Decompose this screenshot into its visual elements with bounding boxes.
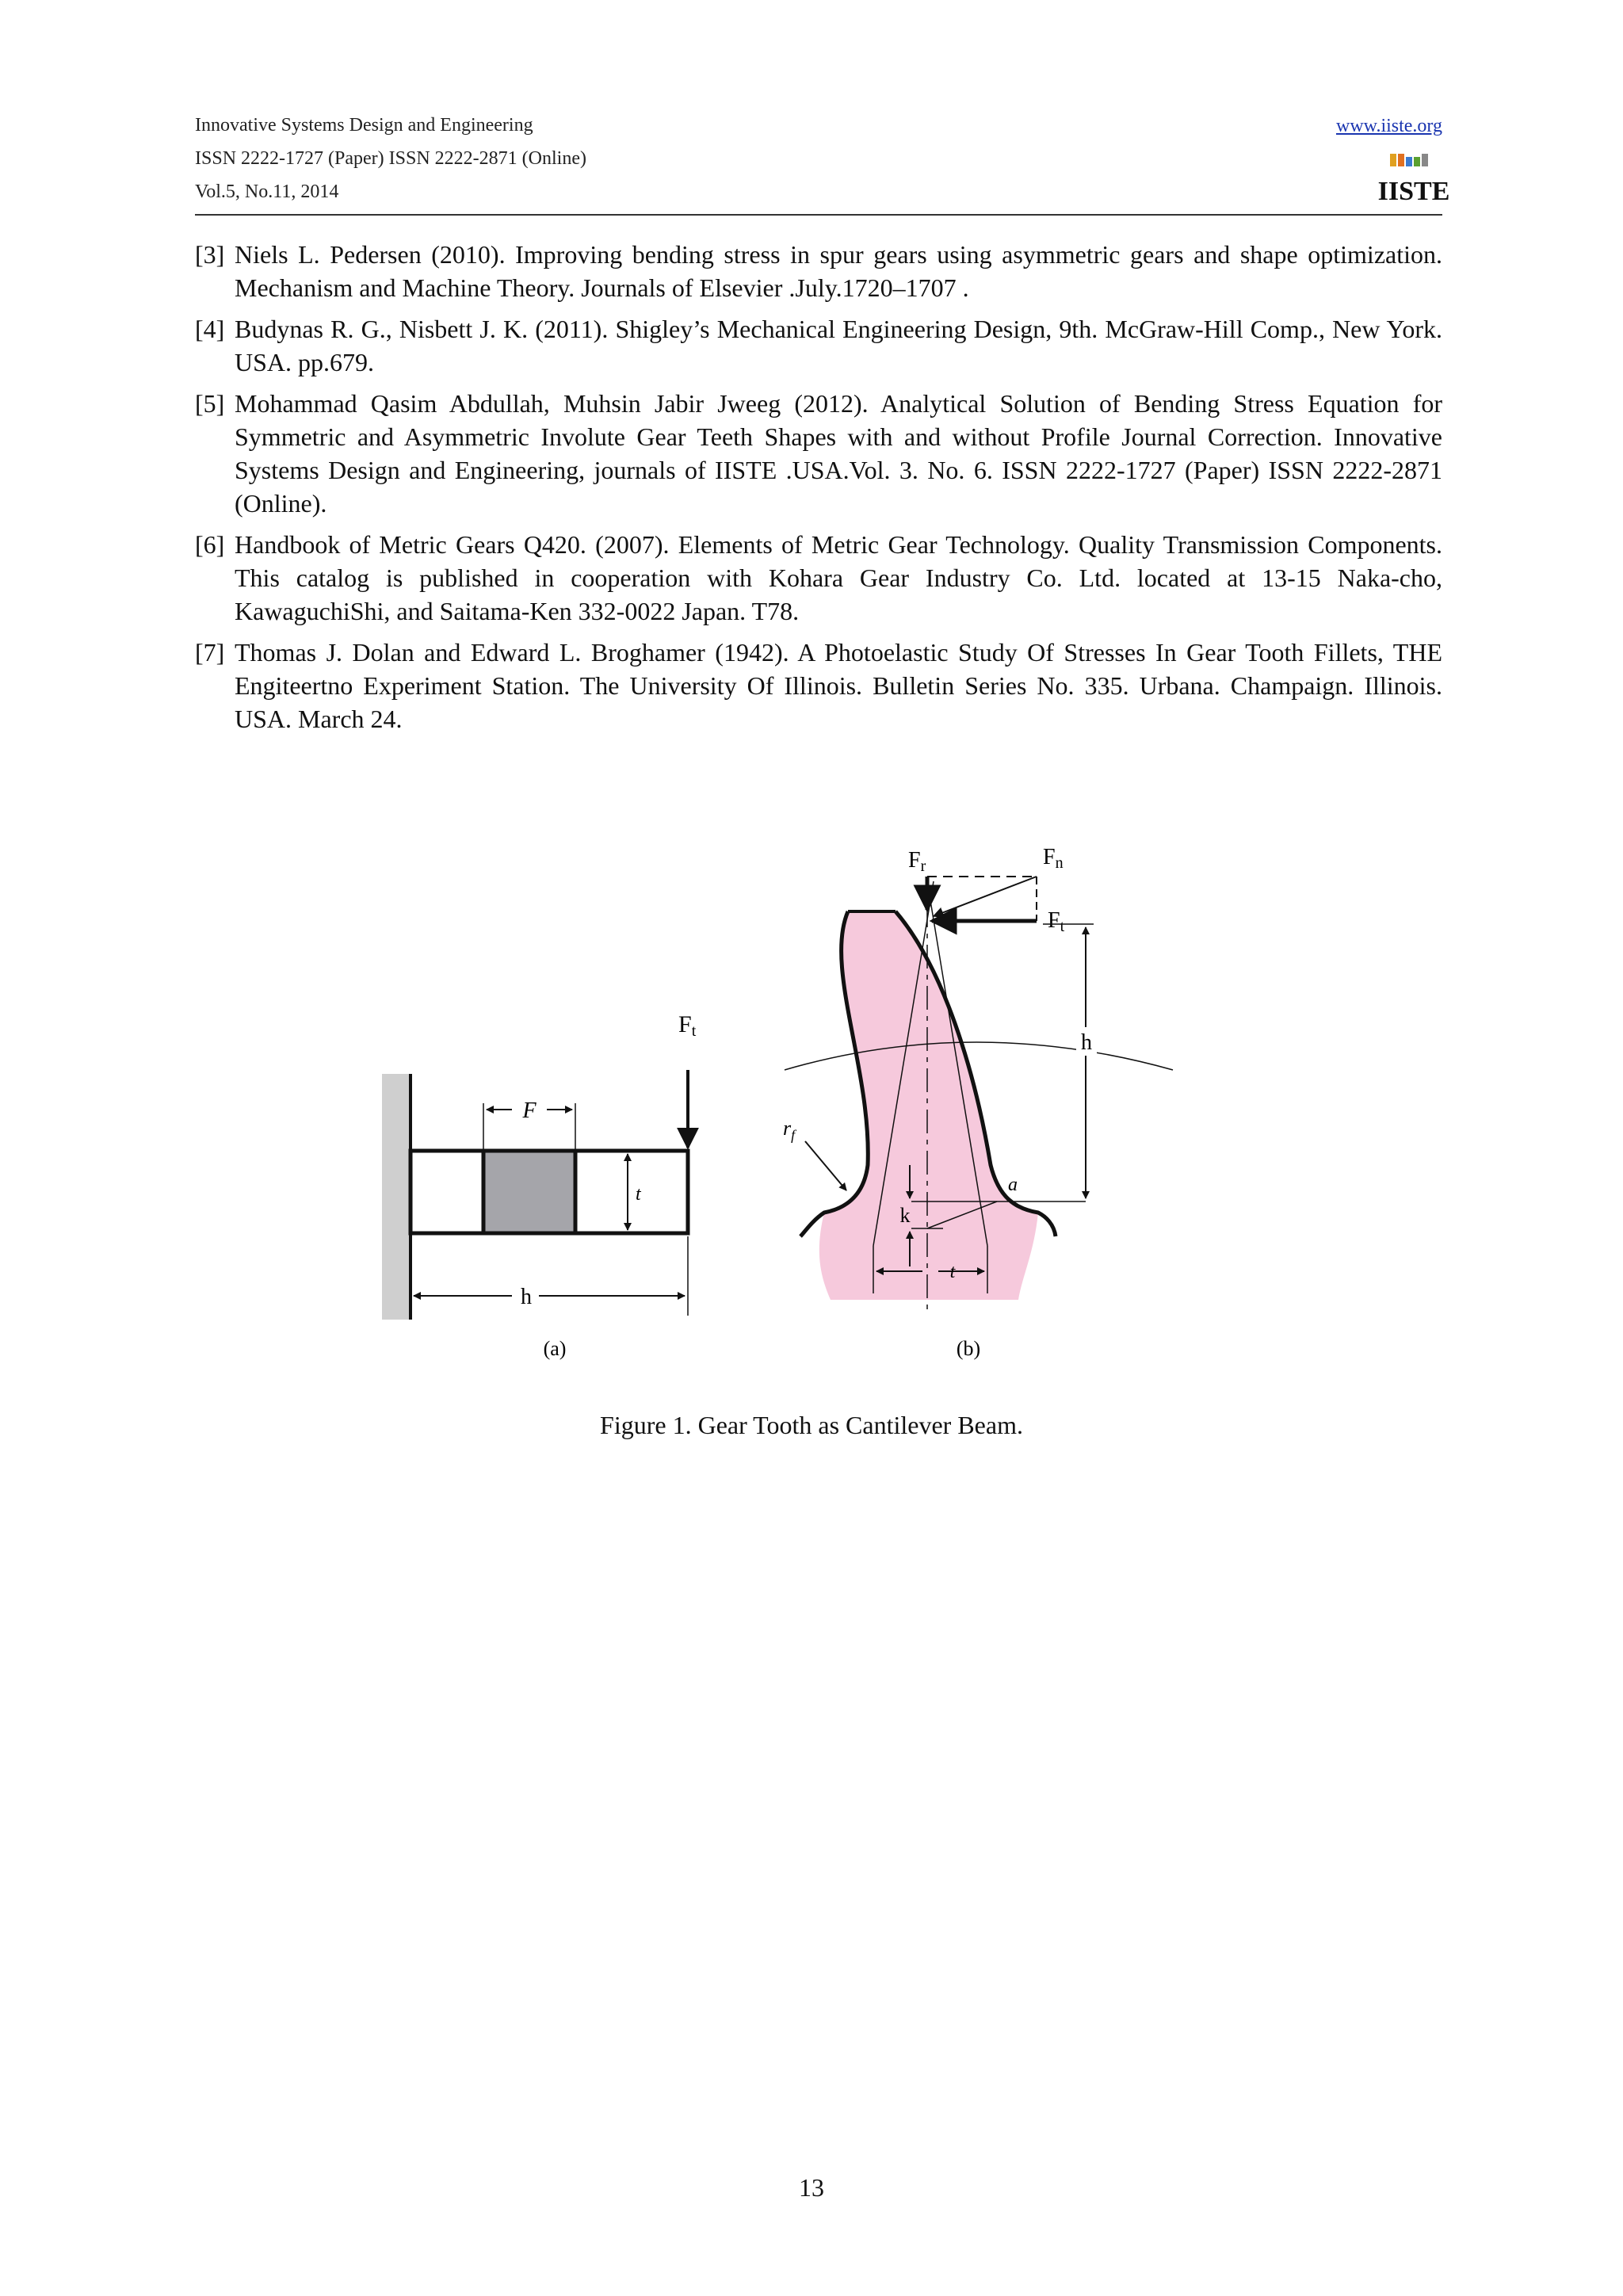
force-fn-arrow bbox=[934, 877, 1037, 916]
label-k: k bbox=[899, 1204, 911, 1227]
label-t: t bbox=[636, 1184, 641, 1205]
reference-number: [6] bbox=[195, 530, 225, 559]
reference-text: Niels L. Pedersen (2010). Improving bending stress in spur gears using asymmetric gears and shape optimization. Mechanism and Machine Theory. Journals of Elsevier .July.1720–1707 . bbox=[235, 240, 1442, 302]
label-rf: $r_f$ bbox=[783, 1117, 796, 1143]
reference-number: [3] bbox=[195, 240, 225, 269]
journal-issn: ISSN 2222-1727 (Paper) ISSN 2222-2871 (Online) bbox=[195, 148, 586, 169]
subfigure-b-label: (b) bbox=[956, 1337, 981, 1360]
reference-number: [7] bbox=[195, 638, 225, 667]
reference-item bbox=[195, 387, 1442, 520]
label-fn: Fn bbox=[1043, 845, 1064, 872]
page-number: 13 bbox=[799, 2173, 824, 2202]
label-h: h bbox=[521, 1285, 532, 1309]
label-t-b: t bbox=[949, 1262, 956, 1282]
reference-text: Thomas J. Dolan and Edward L. Broghamer (1942). A Photoelastic Study Of Stresses In Gear Tooth Fillets, THE Engiteertno Experiment Station. The University Of Illinois. Bulletin Series No. 335. Urbana. Champaign. Illinois. USA. March 24. bbox=[235, 638, 1442, 733]
rf-pointer-arrow bbox=[805, 1141, 846, 1190]
pitch-circle bbox=[785, 1042, 1173, 1070]
beam-section-block bbox=[483, 1151, 575, 1233]
reference-item bbox=[195, 636, 1442, 735]
label-f: F bbox=[522, 1098, 537, 1123]
reference-item bbox=[195, 528, 1442, 628]
figure-caption: Figure 1. Gear Tooth as Cantilever Beam. bbox=[600, 1411, 1023, 1439]
subfigure-a-label: (a) bbox=[543, 1337, 567, 1360]
gear-tooth-figure bbox=[372, 808, 1252, 1379]
reference-text: Handbook of Metric Gears Q420. (2007). Elements of Metric Gear Technology. Quality Transmission Components. This catalog is published in cooperation with Kohara Gear Industry Co. Ltd. located at 13-15 Naka-cho, KawaguchiShi, and Saitama-Ken 332-0022 Japan. T78. bbox=[235, 530, 1442, 625]
logo-text: IISTE bbox=[1377, 177, 1450, 206]
reference-number: [5] bbox=[195, 389, 225, 418]
label-ft-b: Ft bbox=[1048, 908, 1065, 935]
journal-volume: Vol.5, No.11, 2014 bbox=[195, 181, 339, 202]
reference-item bbox=[195, 238, 1442, 304]
label-ft: Ft bbox=[678, 1011, 697, 1040]
reference-list bbox=[195, 238, 1442, 743]
reference-text: Mohammad Qasim Abdullah, Muhsin Jabir Jweeg (2012). Analytical Solution of Bending Stress Equation for Symmetric and Asymmetric Involute Gear Teeth Shapes with and without Profile Journal Correction. Innovative Systems Design and Engineering, journals of IISTE .USA.Vol. 3. No. 6. ISSN 2222-1727 (Paper) ISSN 2222-2871 (Online). bbox=[235, 389, 1442, 518]
diagram-b-gear-tooth bbox=[783, 845, 1173, 1360]
reference-number: [4] bbox=[195, 315, 225, 343]
gear-tooth-body bbox=[819, 911, 1038, 1300]
label-h-b: h bbox=[1081, 1030, 1092, 1055]
journal-title: Innovative Systems Design and Engineering bbox=[195, 115, 533, 136]
label-fr: Fr bbox=[908, 848, 926, 875]
wall bbox=[382, 1074, 411, 1320]
header-rule bbox=[195, 214, 1442, 216]
reference-item bbox=[195, 312, 1442, 379]
label-a: a bbox=[1008, 1175, 1018, 1195]
diagram-a-cantilever bbox=[382, 1011, 697, 1360]
reference-text: Budynas R. G., Nisbett J. K. (2011). Shigley’s Mechanical Engineering Design, 9th. McGraw-Hill Comp., New York. USA. pp.679. bbox=[235, 315, 1442, 376]
journal-website-link[interactable]: www.iiste.org bbox=[1336, 116, 1442, 136]
iiste-logo bbox=[1377, 151, 1450, 206]
